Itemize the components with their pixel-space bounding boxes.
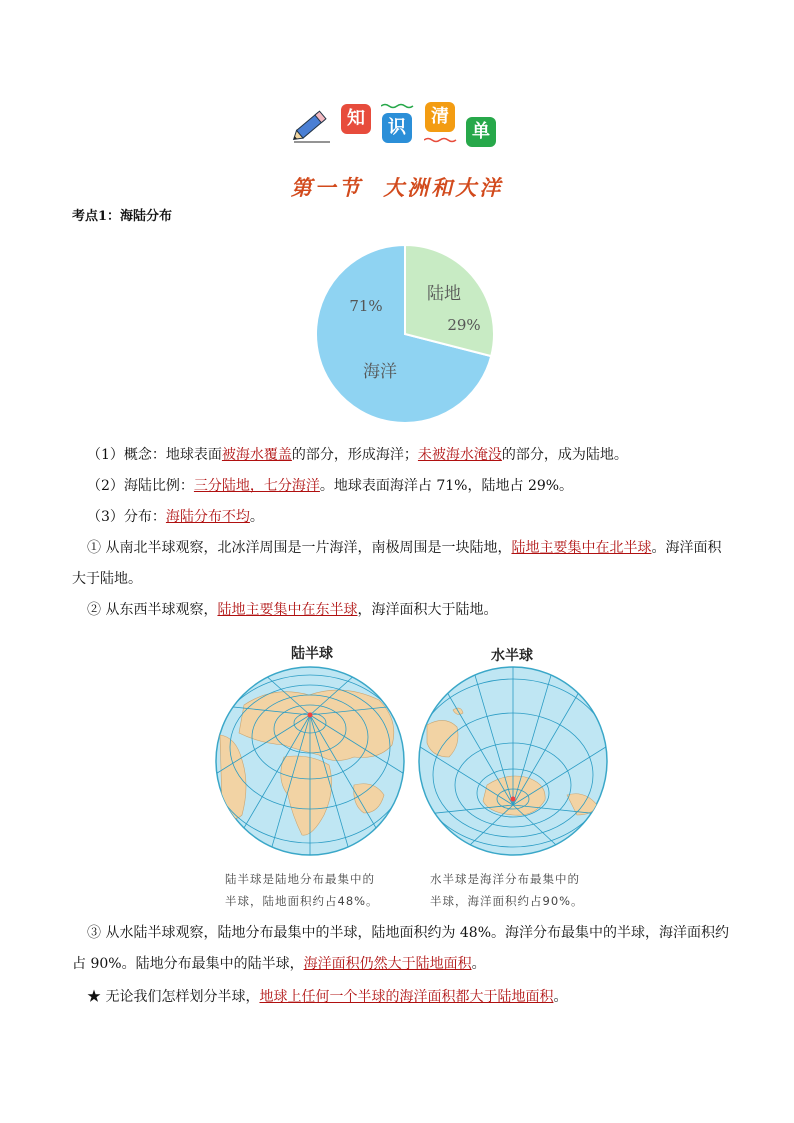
- land-hemisphere-caption: [225, 868, 379, 912]
- north-south-key: 陆地主要集中在北半球: [511, 540, 652, 556]
- paragraph-north-south: [87, 538, 721, 558]
- paragraph-north-south-cont: 大于陆地。: [72, 571, 142, 587]
- water-hemisphere-title: 水半球: [491, 648, 533, 664]
- land-caption-line-2: 半球，陆地面积约占48%。: [225, 894, 379, 908]
- wave-decoration-top: [381, 103, 415, 109]
- ratio-text-1: （2）海陆比例：: [87, 478, 194, 494]
- paragraph-ratio: [87, 476, 573, 496]
- concept-text-3: 的部分，成为陆地。: [501, 447, 628, 463]
- pie-label-land-name: 陆地: [427, 284, 461, 304]
- east-west-key: 陆地主要集中在东半球: [217, 602, 358, 618]
- sea-land-pie-chart: [314, 243, 496, 425]
- pie-label-ocean-name: 海洋: [363, 362, 397, 382]
- concept-key-ocean: 被海水覆盖: [221, 447, 292, 463]
- north-south-text-1: ① 从南北半球观察，北冰洋周围是一片海洋，南极周围是一块陆地，: [87, 540, 512, 556]
- conclusion-text-2: 。: [553, 989, 568, 1005]
- water-caption-line-2: 半球，海洋面积约占90%。: [430, 894, 584, 908]
- north-south-text-2: 。海洋面积: [651, 540, 722, 556]
- wave-decoration-bottom: [424, 137, 458, 143]
- ratio-key: 三分陆地，七分海洋: [193, 478, 320, 494]
- conclusion-key: 地球上任何一个半球的海洋面积都大于陆地面积: [259, 989, 554, 1005]
- hemisphere-text-2: 占 90%。陆地分布最集中的陆半球，: [72, 956, 304, 972]
- paragraph-hemisphere-1: ③ 从水陆半球观察，陆地分布最集中的半球，陆地面积约为 48%。海洋分布最集中的半球，海洋面积约: [87, 925, 730, 941]
- paragraph-conclusion: [87, 987, 567, 1007]
- badge-zhi: 知: [341, 104, 371, 134]
- land-hemisphere-title: 陆半球: [291, 646, 333, 662]
- page-title: 第一节 大洲和大洋: [290, 175, 504, 200]
- badge-shi: 识: [382, 113, 412, 143]
- badge-dan: 单: [466, 117, 496, 147]
- concept-key-land: 未被海水淹没: [417, 447, 502, 463]
- land-caption-line-1: 陆半球是陆地分布最集中的: [225, 872, 375, 886]
- pie-label-ocean-percent: 71%: [349, 297, 383, 315]
- pencil-icon: [290, 104, 334, 144]
- hemisphere-key: 海洋面积仍然大于陆地面积: [303, 956, 472, 972]
- paragraph-distribution: [87, 507, 264, 527]
- concept-text-1: （1）概念：地球表面: [87, 447, 222, 463]
- water-hemisphere-globe: [417, 665, 609, 857]
- water-caption-line-1: 水半球是海洋分布最集中的: [430, 872, 580, 886]
- ratio-text-2: 。地球表面海洋占 71%，陆地占 29%。: [319, 478, 574, 494]
- east-west-text-2: ，海洋面积大于陆地。: [357, 602, 498, 618]
- hemisphere-text-3: 。: [471, 956, 486, 972]
- land-hemisphere-globe: [214, 665, 406, 857]
- section-heading: 考点1：海陆分布: [72, 209, 173, 224]
- pie-label-land-percent: 29%: [447, 316, 481, 334]
- conclusion-text-1: ★ 无论我们怎样划分半球，: [87, 989, 260, 1005]
- distribution-text-2: 。: [249, 509, 264, 525]
- water-hemisphere-caption: [430, 868, 584, 912]
- distribution-text-1: （3）分布：: [87, 509, 166, 525]
- paragraph-hemisphere-2: [72, 954, 486, 974]
- concept-text-2: 的部分，形成海洋；: [291, 447, 418, 463]
- badge-qing: 清: [425, 102, 455, 132]
- distribution-key: 海陆分布不均: [165, 509, 250, 525]
- paragraph-concept: [87, 445, 628, 465]
- east-west-text-1: ② 从东西半球观察，: [87, 602, 218, 618]
- paragraph-east-west: [87, 600, 497, 620]
